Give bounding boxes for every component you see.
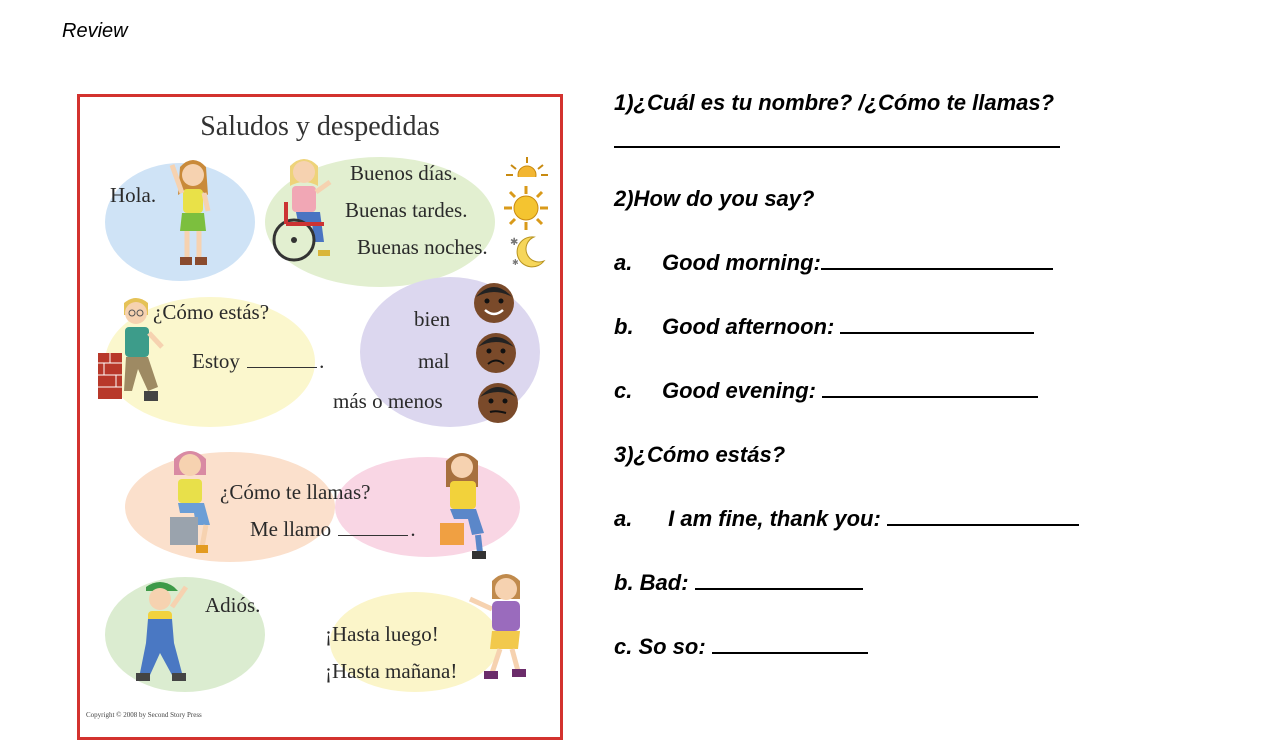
text-como-estas: ¿Cómo estás? (153, 300, 270, 324)
text-adios: Adiós. (205, 593, 261, 617)
question-2a (614, 250, 1053, 276)
text-mal: mal (418, 349, 450, 373)
girl-purple-figure (462, 569, 534, 693)
marker-3a: a. (614, 506, 633, 531)
wheelchair-figure (268, 152, 348, 267)
greetings-poster (77, 94, 563, 740)
question-3: 3)¿Cómo estás? (614, 442, 786, 467)
answer-line-2a[interactable] (821, 250, 1053, 270)
answer-line-2b[interactable] (840, 314, 1034, 334)
text-buenas-tardes: Buenas tardes. (345, 198, 468, 222)
poster-title: Saludos y despedidas (200, 111, 440, 142)
neutral-face-icon (474, 381, 522, 425)
moon-icon (508, 233, 548, 271)
estoy-word: Estoy (192, 349, 240, 373)
sunrise-icon (505, 155, 549, 183)
me-llamo-word: Me llamo (250, 517, 332, 541)
boy-cap-figure (128, 577, 192, 689)
text-buenos-dias: Buenos días. (350, 161, 458, 185)
text-hola: Hola. (110, 183, 157, 207)
girl-sitting-figure (166, 445, 222, 563)
question-3c (614, 634, 868, 660)
question-3b (614, 570, 863, 596)
estoy-blank (247, 367, 317, 368)
marker-2b: b. (614, 314, 634, 339)
girl-box-figure (432, 447, 496, 567)
question-2: 2)How do you say? (614, 186, 815, 211)
answer-line-1[interactable] (614, 146, 1060, 148)
sad-face-icon (472, 331, 520, 375)
girl-waving-figure (168, 155, 218, 270)
boy-bricks-figure (98, 295, 170, 413)
label-3c: c. So so: (614, 634, 712, 659)
sun-icon (503, 185, 549, 231)
svg-text:✱: ✱ (510, 237, 519, 248)
review-label: Review (62, 20, 128, 42)
text-hasta-manana: ¡Hasta mañana! (325, 659, 458, 683)
happy-face-icon (470, 281, 518, 325)
text-me-llamo: Me llamo . (250, 517, 416, 541)
answer-line-2c[interactable] (822, 378, 1038, 398)
answer-line-3a[interactable] (887, 506, 1079, 526)
marker-2c: c. (614, 378, 633, 403)
text-estoy: Estoy . (192, 349, 325, 373)
text-mas-o-menos: más o menos (333, 389, 443, 413)
text-bien: bien (414, 307, 451, 331)
label-2a: Good morning: (662, 250, 821, 275)
label-3a: I am fine, thank you: (662, 506, 887, 531)
answer-line-3b[interactable] (695, 570, 863, 590)
svg-text:✱: ✱ (512, 258, 519, 267)
label-2c: Good evening: (662, 378, 823, 403)
text-hasta-luego: ¡Hasta luego! (325, 622, 439, 646)
text-buenas-noches: Buenas noches. (357, 235, 488, 259)
answer-line-3c[interactable] (712, 634, 868, 654)
question-3a (614, 506, 1079, 532)
copyright-text: Copyright © 2008 by Second Story Press (86, 711, 202, 719)
question-2c (614, 378, 1038, 404)
question-2b (614, 314, 1034, 340)
me-llamo-blank (338, 535, 408, 536)
question-1: 1)¿Cuál es tu nombre? /¿Cómo te llamas? (614, 90, 1055, 115)
label-2b: Good afternoon: (662, 314, 841, 339)
peach-blob (125, 452, 335, 562)
label-3b: b. Bad: (614, 570, 695, 595)
text-como-te-llamas: ¿Cómo te llamas? (220, 480, 371, 504)
marker-2a: a. (614, 250, 633, 275)
